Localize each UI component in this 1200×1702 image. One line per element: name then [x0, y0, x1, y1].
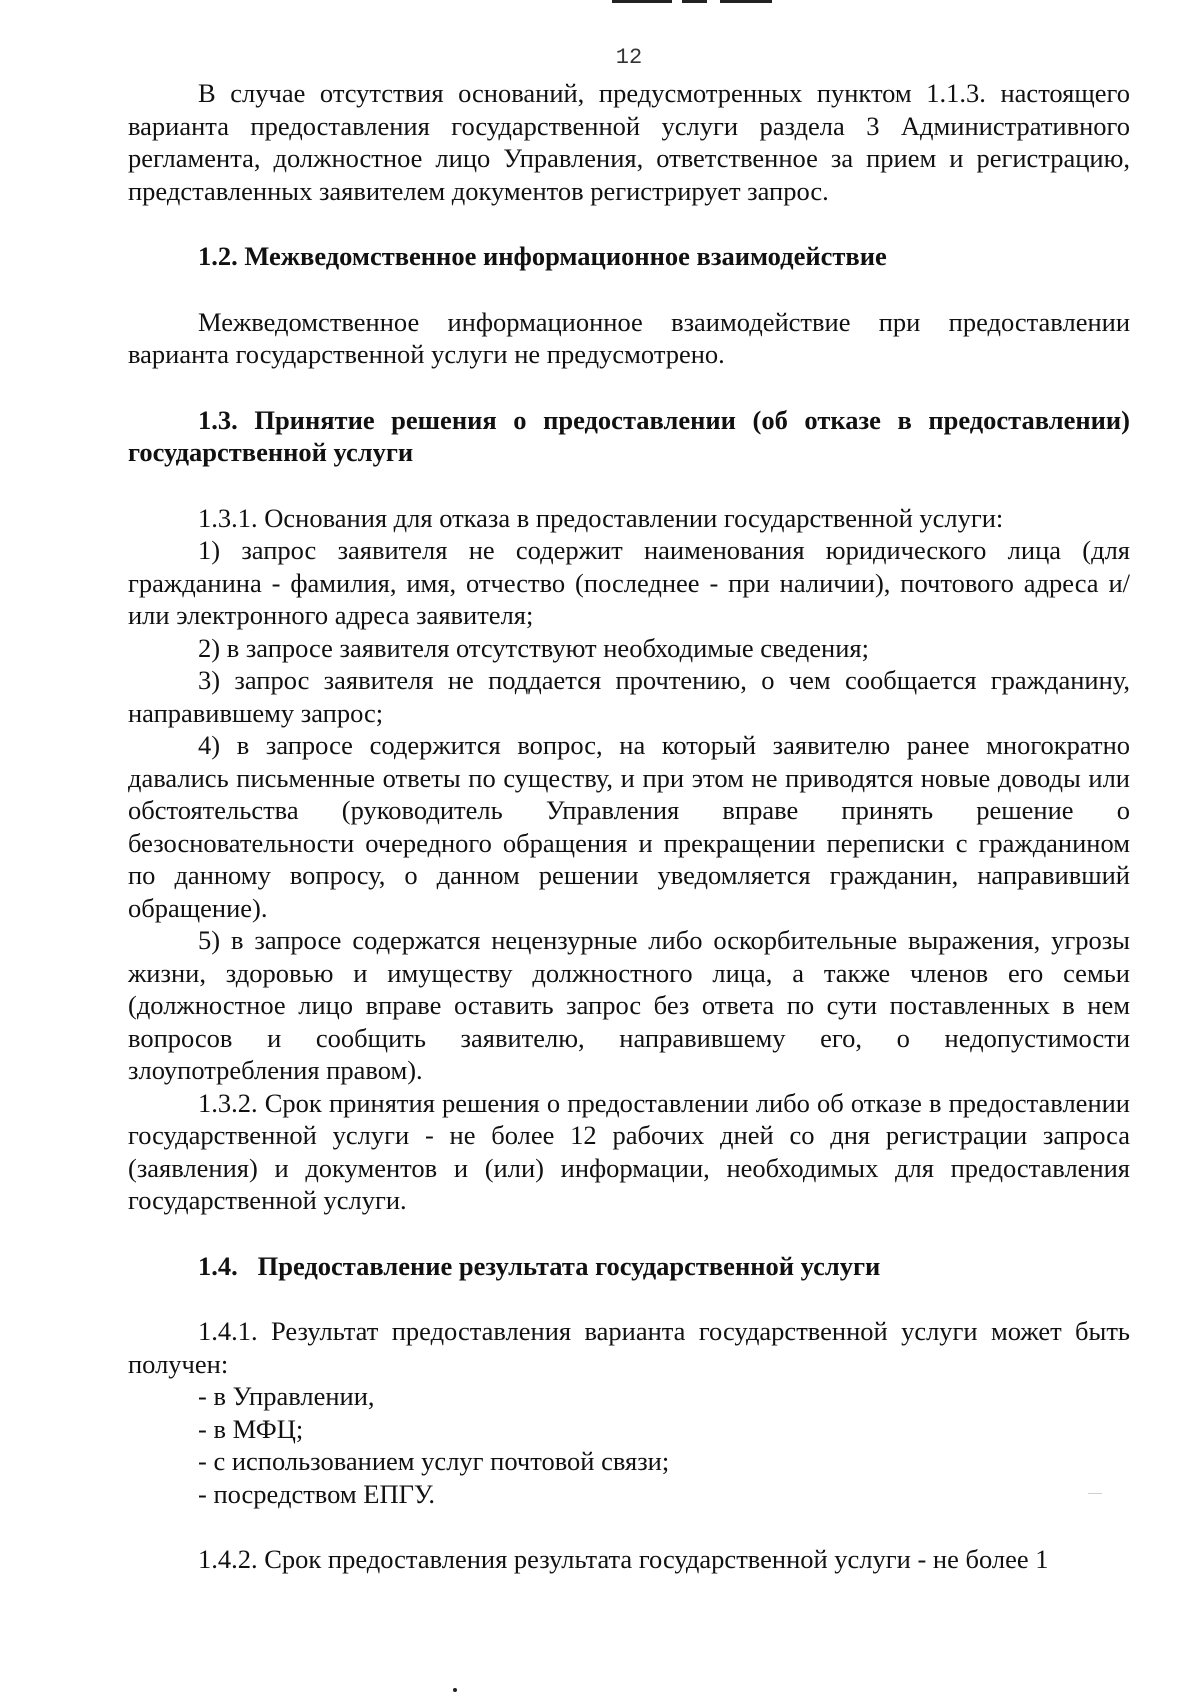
- paragraph-1-4-1: 1.4.1. Результат предоставления варианта государственной услуги может быть получен:: [128, 1316, 1130, 1379]
- section-heading-1-4: 1.4. Предоставление результата государственной услуги: [198, 1250, 881, 1281]
- section-heading-1-2: 1.2. Межведомственное информационное взаимодействие: [198, 241, 887, 271]
- paragraph-1-3-2: 1.3.2. Срок принятия решения о предоставлении либо об отказе в предоставлении государственной услуги - не более 12 рабочих дней со дня регистрации запроса (заявления) и документов и (или) информации, необходимых для предоставления государственной услуги.: [128, 1087, 1130, 1215]
- document-page: [128, 45, 1130, 1576]
- list-item: 1) запрос заявителя не содержит наименования юридического лица (для гражданина - фамилия, имя, отчество (последнее - при наличии), почтового адреса и/или электронного адреса заявителя;: [128, 535, 1130, 630]
- paragraph-1-4-2: 1.4.2. Срок предоставления результата государственной услуги - не более 1: [198, 1544, 1049, 1574]
- paragraph-1-2: Межведомственное информационное взаимодействие при предоставлении варианта государственной услуги не предусмотрено.: [128, 306, 1130, 369]
- list-item: 5) в запросе содержатся нецензурные либо оскорбительные выражения, угрозы жизни, здоровью и имуществу должностного лица, а также членов его семьи (должностное лицо вправе оставить запрос без ответа по сути поставленных в нем вопросов и сообщить заявителю, направившему его, о недопустимости злоупотребления правом).: [128, 925, 1130, 1085]
- scan-artifact-mark: [1088, 1493, 1102, 1494]
- result-methods-list: [128, 1380, 1130, 1510]
- list-item: 2) в запросе заявителя отсутствуют необходимые сведения;: [198, 632, 869, 663]
- list-item: - с использованием услуг почтовой связи;: [198, 1446, 670, 1476]
- paragraph-1-3-1: 1.3.1. Основания для отказа в предоставлении государственной услуги:: [198, 502, 1004, 533]
- refusal-grounds-list: [128, 534, 1130, 1087]
- list-item: - посредством ЕПГУ.: [198, 1478, 435, 1509]
- section-heading-1-3: 1.3. Принятие решения о предоставлении (об отказе в предоставлении) государственной услуги: [128, 404, 1130, 467]
- scan-top-edge-mark: [612, 0, 772, 3]
- scan-artifact-dot: [453, 1688, 457, 1692]
- paragraph-intro: В случае отсутствия оснований, предусмотренных пунктом 1.1.3. настоящего варианта предоставления государственной услуги раздела 3 Административного регламента, должностное лицо Управления, ответственное за прием и регистрацию, представленных заявителем документов регистрирует запрос.: [128, 78, 1130, 206]
- list-item: 4) в запросе содержится вопрос, на который заявителю ранее многократно давались письменные ответы по существу, и при этом не приводятся новые доводы или обстоятельства (руководитель Управления вправе принять решение о безосновательности очередного обращения и прекращении переписки с гражданином по данному вопросу, о данном решении уведомляется гражданин, направивший обращение).: [128, 730, 1130, 923]
- page-number: 12: [615, 45, 643, 70]
- list-item: 3) запрос заявителя не поддается прочтению, о чем сообщается гражданину, направившему запрос;: [128, 665, 1130, 728]
- list-item: - в МФЦ;: [198, 1413, 304, 1444]
- list-item: - в Управлении,: [198, 1381, 375, 1411]
